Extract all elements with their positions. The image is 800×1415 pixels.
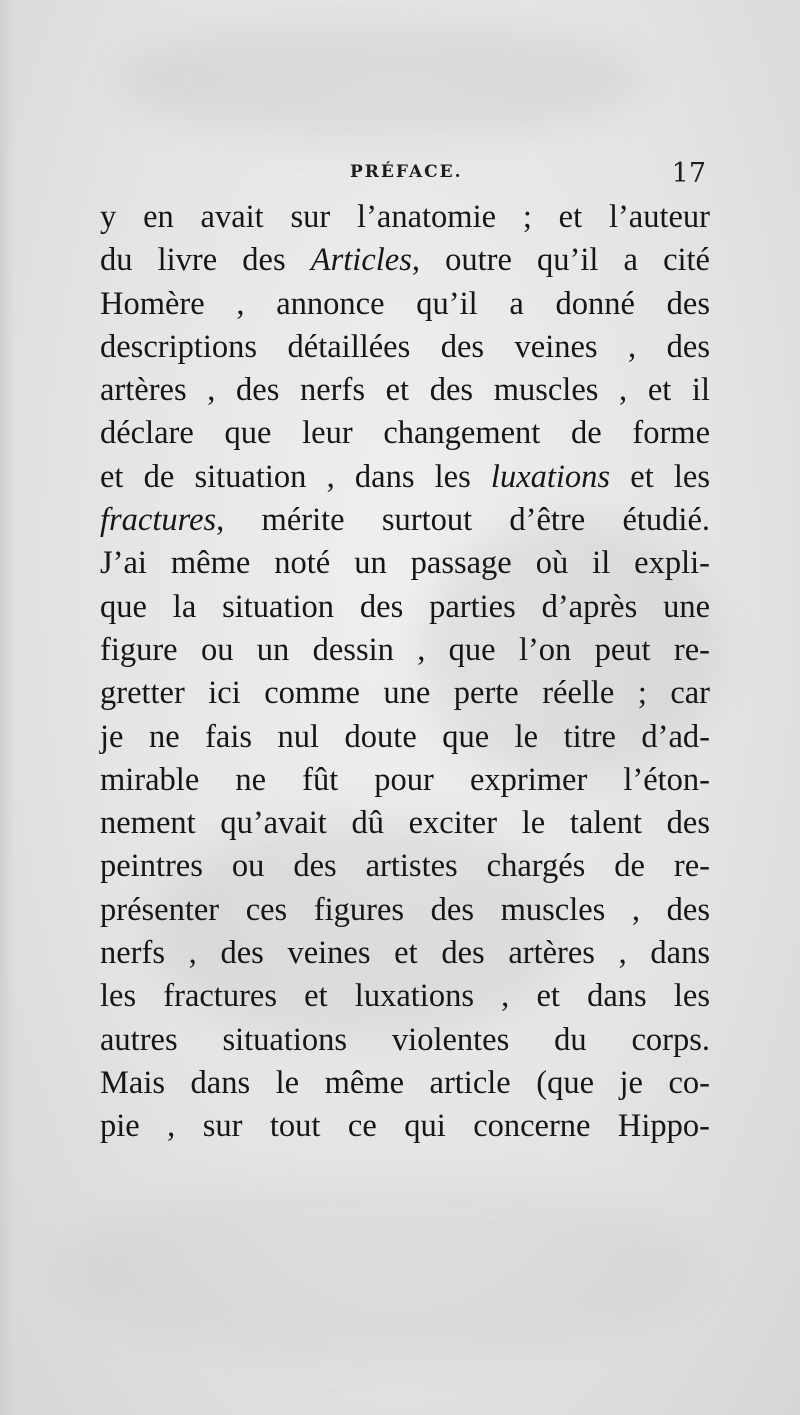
text-line bbox=[100, 802, 710, 845]
text-segment: descriptions détaillées des veines , des bbox=[100, 328, 710, 365]
italic-segment: Articles bbox=[310, 242, 412, 279]
text-line bbox=[100, 456, 710, 499]
text-segment: et les bbox=[610, 458, 710, 495]
text-segment: artères , des nerfs et des muscles , et il bbox=[100, 372, 710, 409]
text-segment: les fractures et luxations , et dans les bbox=[100, 978, 710, 1015]
text-segment: mirable ne fût pour exprimer l’éton- bbox=[100, 761, 710, 798]
text-segment: du livre des bbox=[100, 242, 311, 279]
text-line bbox=[100, 932, 710, 975]
text-segment: autres situations violentes du corps. bbox=[100, 1021, 710, 1058]
body-text bbox=[100, 196, 710, 1149]
text-segment: Homère , annonce qu’il a donné des bbox=[100, 285, 710, 322]
text-line bbox=[100, 975, 710, 1018]
text-segment: que la situation des parties d’après une bbox=[100, 588, 710, 625]
text-segment: , mérite surtout d’être étudié. bbox=[216, 502, 710, 539]
text-segment: déclare que leur changement de forme bbox=[100, 415, 710, 452]
text-segment: je ne fais nul doute que le titre d’ad- bbox=[100, 718, 710, 755]
text-line bbox=[100, 283, 710, 326]
text-line bbox=[100, 759, 710, 802]
text-line bbox=[100, 499, 710, 542]
paper-stain bbox=[120, 20, 640, 140]
running-title: PRÉFACE. bbox=[350, 162, 463, 182]
text-segment: y en avait sur l’anatomie ; et l’auteur bbox=[100, 199, 710, 235]
text-line bbox=[100, 672, 710, 715]
text-segment: J’ai même noté un passage où il expli- bbox=[100, 545, 710, 582]
text-line bbox=[100, 586, 710, 629]
text-segment: présenter ces figures des muscles , des bbox=[100, 891, 710, 928]
text-line bbox=[100, 369, 710, 412]
text-segment: Mais dans le même article (que je co- bbox=[100, 1064, 710, 1101]
text-line bbox=[100, 1019, 710, 1062]
text-segment: , outre qu’il a cité bbox=[411, 242, 710, 279]
italic-segment: fractures bbox=[100, 502, 217, 539]
text-line bbox=[100, 629, 710, 672]
text-line bbox=[100, 845, 710, 888]
text-segment: gretter ici comme une perte réelle ; car bbox=[100, 675, 710, 712]
text-line bbox=[100, 239, 710, 282]
text-segment: nement qu’avait dû exciter le talent des bbox=[100, 805, 710, 842]
text-line bbox=[100, 542, 710, 585]
page-edge-shadow bbox=[0, 0, 14, 1415]
text-line bbox=[100, 326, 710, 369]
italic-segment: luxations bbox=[490, 458, 611, 495]
text-segment: nerfs , des veines et des artères , dans bbox=[100, 935, 710, 972]
text-segment: peintres ou des artistes chargés de re- bbox=[100, 848, 710, 885]
text-line bbox=[100, 196, 710, 239]
text-segment: pie , sur tout ce qui concerne Hippo- bbox=[100, 1108, 710, 1145]
text-segment: et de situation , dans les bbox=[100, 458, 491, 495]
running-head bbox=[100, 158, 710, 198]
text-line bbox=[100, 412, 710, 455]
text-line bbox=[100, 1105, 710, 1148]
text-line bbox=[100, 889, 710, 932]
paper-stain bbox=[60, 1180, 700, 1360]
page-number: 17 bbox=[671, 158, 706, 189]
text-segment: figure ou un dessin , que l’on peut re- bbox=[100, 631, 710, 668]
text-line bbox=[100, 716, 710, 759]
text-line bbox=[100, 1062, 710, 1105]
